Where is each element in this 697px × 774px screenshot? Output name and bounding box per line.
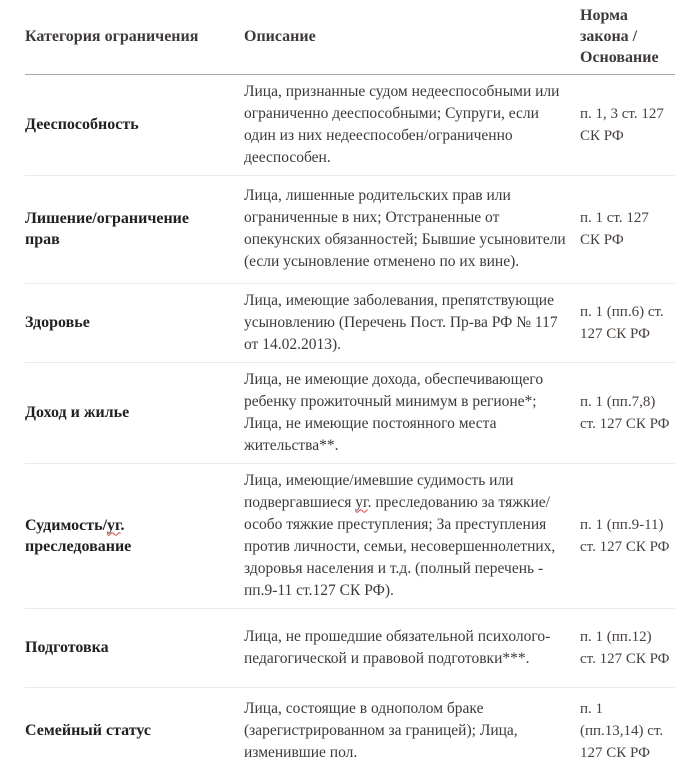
- norm-cell: п. 1 (пп.9-11) ст. 127 СК РФ: [580, 463, 675, 608]
- table-row: [25, 463, 675, 608]
- description-cell: Лица, не прошедшие обязательной психолого-педагогической и правовой подготовки***.: [222, 608, 580, 687]
- description-cell: Лица, имеющие заболевания, препятствующие усыновлению (Перечень Пост. Пр-ва РФ № 117 от 14.02.2013).: [222, 283, 580, 362]
- norm-cell: п. 1, 3 ст. 127 СК РФ: [580, 74, 675, 175]
- norm-cell: п. 1 (пп.12) ст. 127 СК РФ: [580, 608, 675, 687]
- description-cell: Лица, признанные судом недееспособными или ограниченно дееспособными; Супруги, если один из них недееспособен/ограниченно дееспособен.: [222, 74, 580, 175]
- misspelled-word: уг: [355, 493, 368, 511]
- table-row: [25, 608, 675, 687]
- column-header-category: Категория ограничения: [25, 0, 222, 74]
- table-header-row: [25, 0, 675, 74]
- category-cell: Семейный статус: [25, 722, 151, 740]
- norm-cell: п. 1 ст. 127 СК РФ: [580, 175, 675, 283]
- category-cell: Лишение/ограничение прав: [25, 175, 222, 283]
- category-cell: Дееспособность: [25, 74, 222, 175]
- description-cell: Лица, лишенные родительских прав или ограниченные в них; Отстраненные от опекунских обязанностей; Бывшие усыновители (если усыновление отменено по их вине).: [222, 175, 580, 283]
- category-cell: Доход и жилье: [25, 362, 222, 463]
- column-header-description: Описание: [222, 0, 580, 74]
- category-cell: Подготовка: [25, 608, 222, 687]
- description-cell: Лица, имеющие/имевшие судимость или подвергавшиеся уг. преследованию за тяжкие/особо тяжкие преступления; За преступления против личности, семьи, несовершеннолетних, здоровья населения и т.д. (полный перечень - пп.9-11 ст.127 СК РФ).: [222, 463, 580, 608]
- norm-cell: п. 1 (пп.13,14) ст. 127 СК РФ: [580, 700, 664, 761]
- norm-cell: п. 1 (пп.7,8) ст. 127 СК РФ: [580, 362, 675, 463]
- table-row: [25, 362, 675, 463]
- table-row: [25, 283, 675, 362]
- table-row: [25, 74, 675, 175]
- category-cell: Судимость/уг. преследование: [25, 463, 222, 608]
- description-cell: Лица, не имеющие дохода, обеспечивающего ребенку прожиточный минимум в регионе*; Лица, не имеющие постоянного места жительства**.: [222, 362, 580, 463]
- misspelled-word: уг: [107, 516, 121, 534]
- category-cell: Здоровье: [25, 283, 222, 362]
- table-row: [25, 175, 675, 283]
- description-cell: Лица, состоящие в однополом браке (зарегистрированном за границей); Лица, изменившие пол.: [244, 699, 518, 761]
- norm-cell: п. 1 (пп.6) ст. 127 СК РФ: [580, 283, 675, 362]
- restrictions-table: [25, 0, 675, 774]
- table-row: [25, 687, 675, 774]
- column-header-norm: Норма закона / Основание: [580, 0, 675, 74]
